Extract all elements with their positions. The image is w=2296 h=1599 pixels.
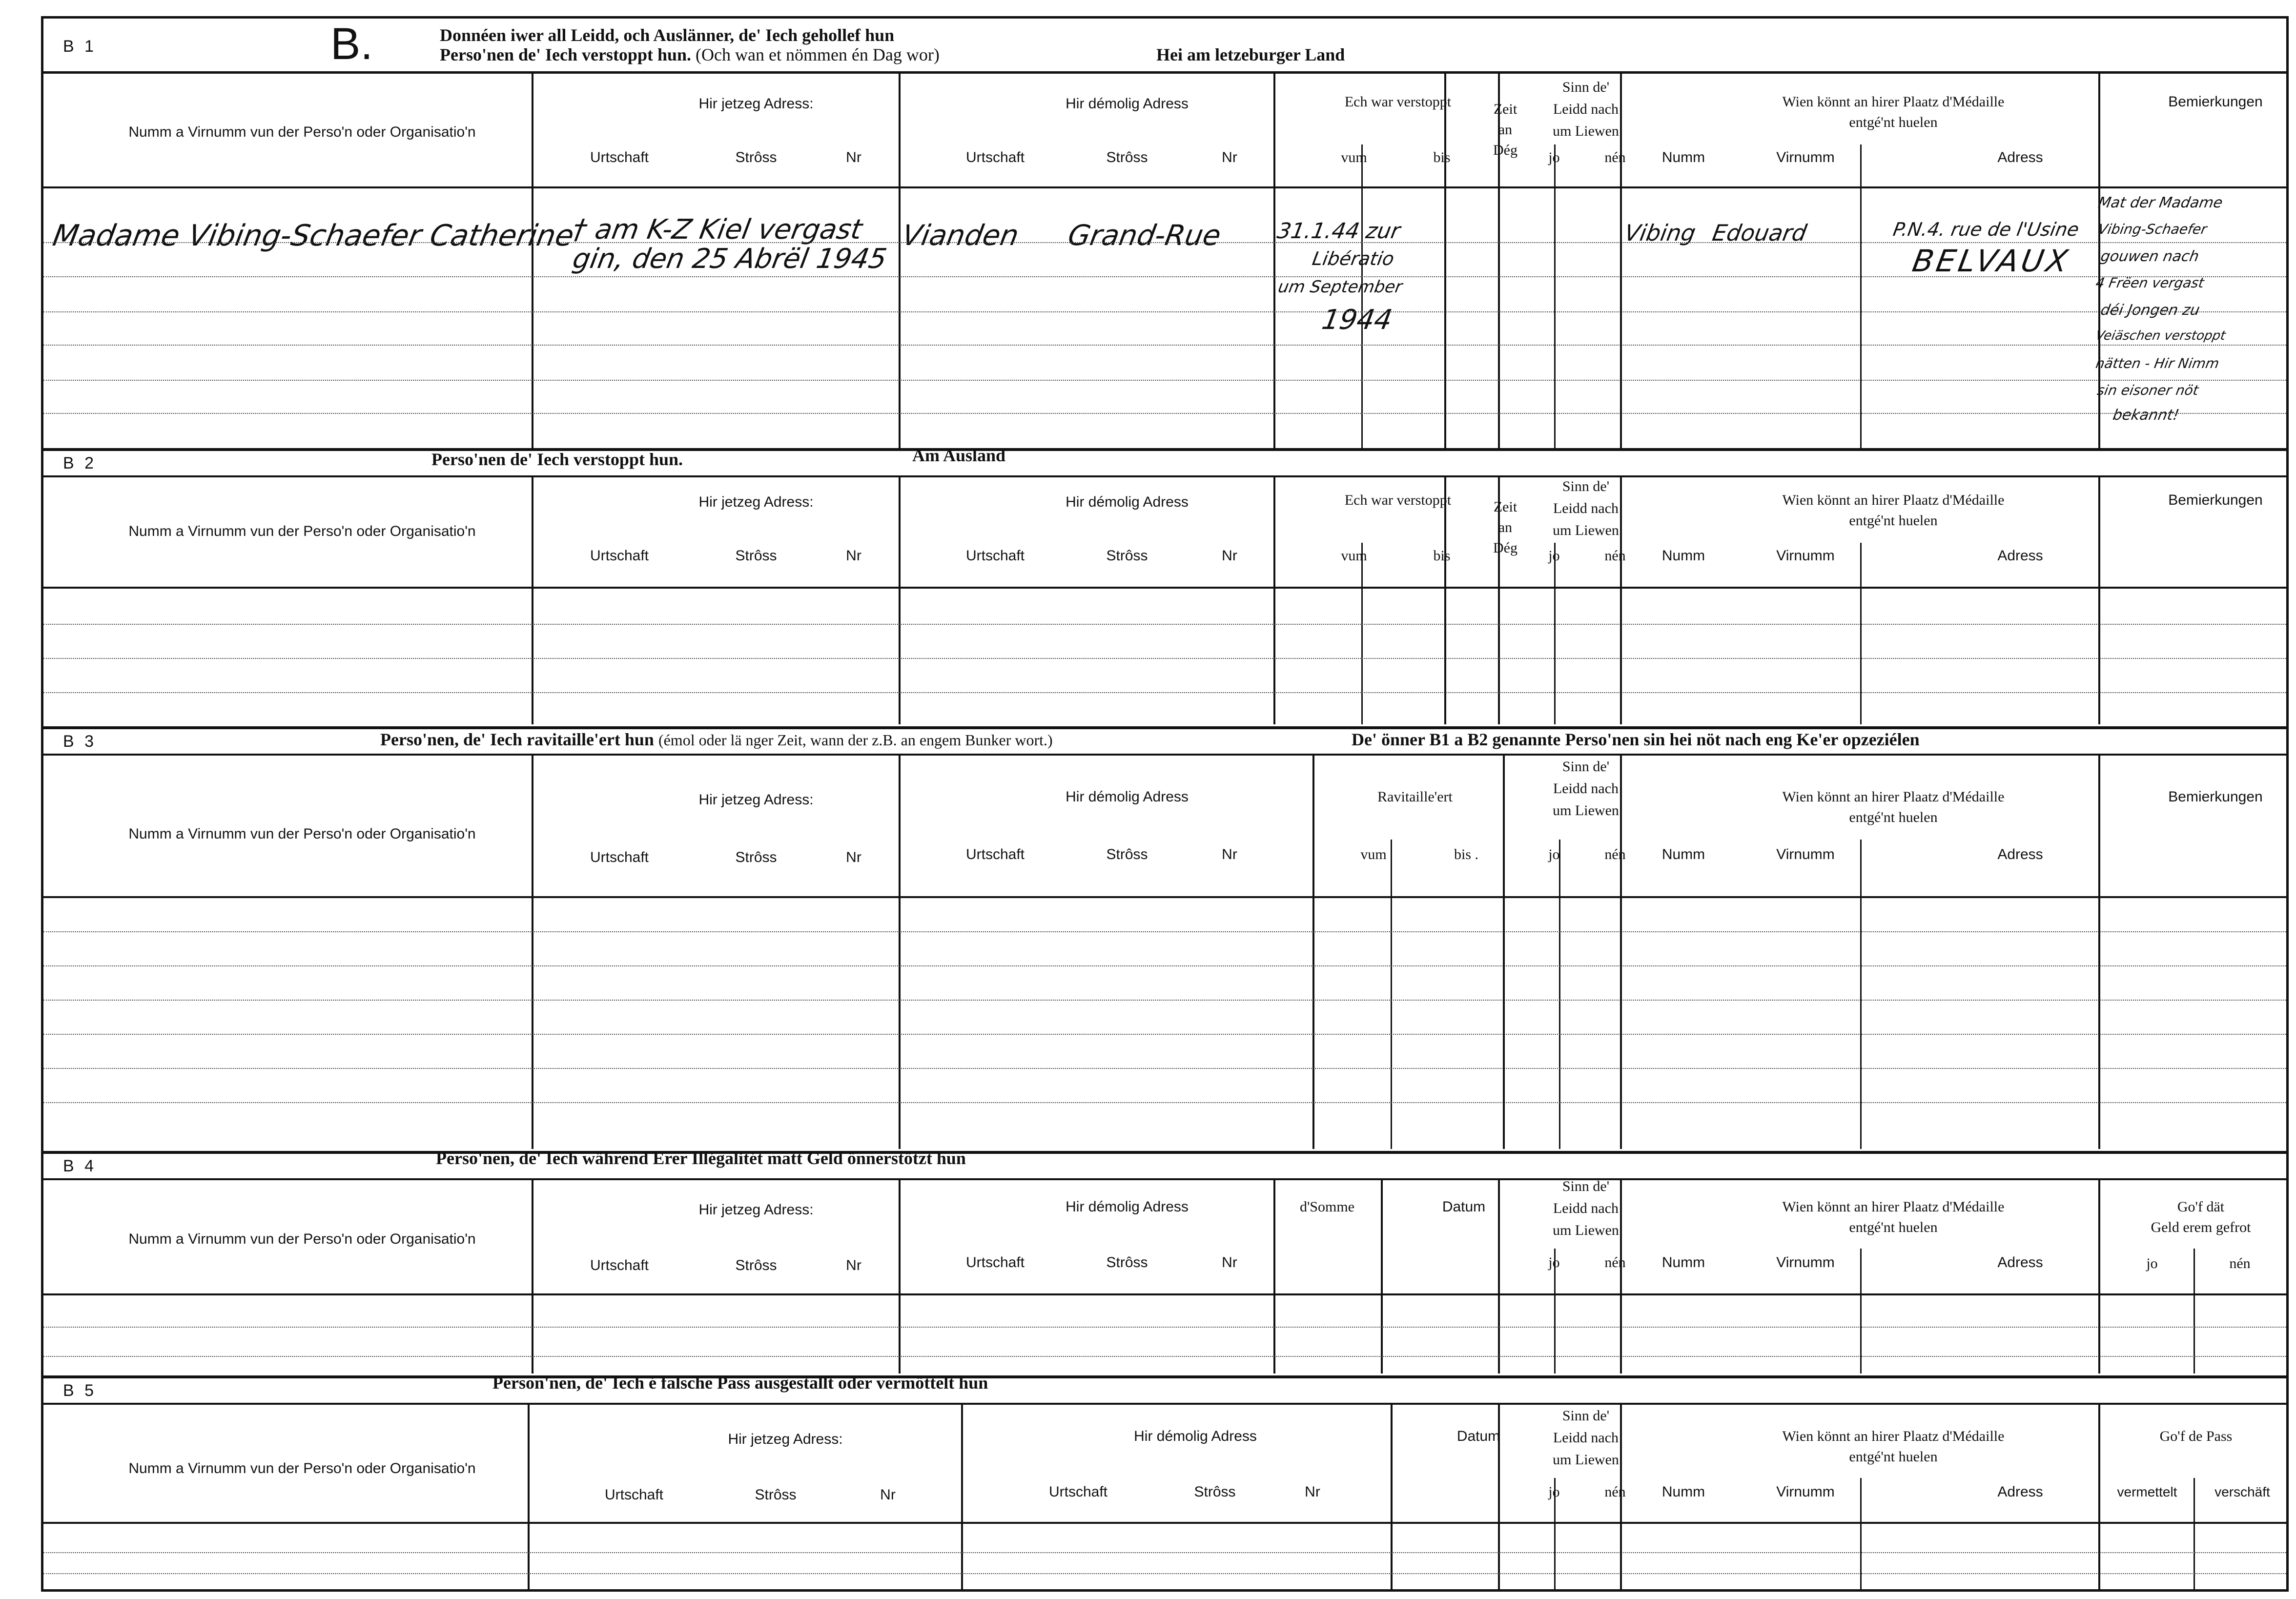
col-header-alive: Sinn de' Leidd nach um Liewen <box>1553 758 1619 819</box>
sub-address: Adress <box>1997 548 2043 564</box>
sub-mediated: vermettelt <box>2117 1484 2177 1499</box>
col-header-medal: Wien könnt an hirer Plaatz d'Médaille entgé'nt huelen <box>1782 492 2005 529</box>
col-header-current-address: Hir jetzeg Adress: <box>698 1202 814 1218</box>
sub-firstname: Virnumm <box>1776 548 1835 564</box>
col-header-medal: Wien könnt an hirer Plaatz d'Médaille entgé'nt huelen <box>1782 1428 2005 1465</box>
entry-name: Madame Vibing-Schaefer Catherine <box>50 219 577 253</box>
section-code: B 4 <box>63 1157 97 1175</box>
rule-line <box>528 1405 530 1590</box>
col-header-alive: Sinn de' Leidd nach um Liewen <box>1553 1408 1619 1468</box>
sub-town: Urtschaft <box>965 1254 1025 1271</box>
title-part: Perso'nen, de' Iech ravitaille'ert hun <box>380 730 654 749</box>
sub-street: Strôss <box>1106 548 1148 564</box>
sub-firstname: Virnumm <box>1776 1254 1835 1271</box>
section-title-region: Am Ausland <box>912 446 1006 465</box>
sub-street: Strôss <box>755 1487 797 1503</box>
rule-line <box>43 587 2286 589</box>
col-header-current-address: Hir jetzeg Adress: <box>698 96 814 112</box>
sub-no: nén <box>1604 548 1626 564</box>
col-header-name: Numm a Virnumm vun der Perso'n oder Organisatio'n <box>128 826 476 842</box>
sub-street: Strôss <box>1106 846 1148 862</box>
rule-line <box>532 73 533 449</box>
rule-line <box>43 1573 2286 1574</box>
rule-line <box>1860 1249 1862 1374</box>
col-header-alive: Sinn de' Leidd nach um Liewen <box>1553 1178 1619 1238</box>
sub-from: vum <box>1341 548 1367 564</box>
col-header-remarks: Bemierkungen <box>2168 789 2263 805</box>
rule-line <box>1273 73 1275 449</box>
sub-procured: verschäft <box>2214 1484 2270 1499</box>
section-title-note: De' önner B1 a B2 genannte Perso'nen sin hei nöt nach eng Ke'er opzeziélen <box>1352 730 1920 749</box>
section-b5 <box>43 1375 2286 1590</box>
sub-no: nén <box>1604 1484 1626 1500</box>
sub-surname: Numm <box>1661 1254 1705 1271</box>
rule-line <box>899 73 901 449</box>
rule-line <box>43 311 2286 312</box>
remarks-line: 4 Frëen vergast <box>2094 275 2206 291</box>
rule-line <box>1503 756 1505 1149</box>
rule-line <box>1312 756 1314 1149</box>
rule-line <box>2098 1180 2100 1374</box>
rule-line <box>2098 1405 2100 1590</box>
remarks-line: Mat der Madame <box>2096 194 2224 211</box>
col-header-name: Numm a Virnumm vun der Perso'n oder Organisatio'n <box>128 124 476 140</box>
rule-line <box>1620 1180 1622 1374</box>
rule-line <box>899 477 901 724</box>
rule-line <box>43 1356 2286 1357</box>
sub-to: bis <box>1433 548 1451 564</box>
col-header-previous-address: Hir démolig Adress <box>1134 1428 1257 1444</box>
title-part: Perso'nen de' Iech verstoppt hun. <box>440 45 692 64</box>
remarks-line: hätten - Hir Nimm <box>2094 355 2221 371</box>
rule-line <box>532 1180 533 1374</box>
rule-line <box>1273 1180 1275 1374</box>
col-header-previous-address: Hir démolig Adress <box>1066 96 1189 112</box>
col-header-name: Numm a Virnumm vun der Perso'n oder Organisatio'n <box>128 1231 476 1247</box>
col-header-days: Zeit an Dég <box>1493 499 1517 556</box>
col-header-pass: Go'f de Pass <box>2159 1428 2233 1444</box>
rule-line <box>43 692 2286 693</box>
sub-street: Strôss <box>1106 149 1148 165</box>
sub-from: vum <box>1341 149 1367 165</box>
col-header-remarks: Bemierkungen <box>2168 94 2263 110</box>
sub-to: bis <box>1433 149 1451 165</box>
rule-line <box>43 186 2286 188</box>
section-b3 <box>43 726 2286 1151</box>
rule-line <box>43 380 2286 381</box>
entry-medal-address2: BELVAUX <box>1909 243 2073 279</box>
title-part-note: (émol oder lä nger Zeit, wann der z.B. an engem Bunker wort.) <box>658 731 1053 749</box>
col-header-medal: Wien könnt an hirer Plaatz d'Médaille entgé'nt huelen <box>1782 94 2005 130</box>
sub-town: Urtschaft <box>965 846 1025 862</box>
rule-line <box>1361 543 1363 724</box>
sub-address: Adress <box>1997 1254 2043 1271</box>
col-header-medal: Wien könnt an hirer Plaatz d'Médaille entgé'nt huelen <box>1782 1199 2005 1235</box>
rule-line <box>1498 73 1500 449</box>
entry-hidden-line4: 1944 <box>1319 304 1395 336</box>
rule-line <box>43 1293 2286 1295</box>
sub-number: Nr <box>846 149 861 165</box>
sub-firstname: Virnumm <box>1776 1484 1835 1500</box>
sub-street: Strôss <box>1106 1254 1148 1271</box>
rule-line <box>43 1552 2286 1553</box>
entry-previous-street: Grand-Rue <box>1066 219 1224 252</box>
rule-line <box>43 345 2286 346</box>
remarks-line: bekannt! <box>2111 407 2181 424</box>
sub-surname: Numm <box>1661 846 1705 862</box>
section-title <box>380 729 1053 750</box>
rule-line <box>1620 1405 1622 1590</box>
sub-town: Urtschaft <box>590 849 649 865</box>
rule-line <box>1273 477 1275 724</box>
section-title-line2 <box>440 45 940 64</box>
rule-line <box>43 1000 2286 1001</box>
section-b4-header <box>43 1148 2286 1180</box>
col-header-previous-address: Hir démolig Adress <box>1066 1199 1189 1215</box>
col-header-name: Numm a Virnumm vun der Perso'n oder Organisatio'n <box>128 1460 476 1476</box>
section-code: B 2 <box>63 454 97 472</box>
sub-yes: jo <box>2146 1255 2158 1271</box>
section-title: Perso'nen de' Iech verstoppt hun. <box>431 450 683 469</box>
rule-line <box>1361 144 1363 449</box>
section-b5-header <box>43 1375 2286 1405</box>
entry-previous-town: Vianden <box>900 219 1022 252</box>
rule-line <box>1391 1405 1393 1590</box>
sub-town: Urtschaft <box>1048 1484 1108 1500</box>
rule-line <box>43 413 2286 414</box>
section-code: B 1 <box>63 37 97 56</box>
sub-yes: jo <box>1548 1254 1560 1271</box>
rule-line <box>1381 1180 1383 1374</box>
sub-street: Strôss <box>735 149 777 165</box>
rule-line <box>1554 1249 1556 1374</box>
form-sheet <box>41 16 2289 1592</box>
rule-line <box>532 756 533 1149</box>
sub-number: Nr <box>846 548 861 564</box>
col-header-previous-address: Hir démolig Adress <box>1066 789 1189 805</box>
rule-line <box>43 1522 2286 1524</box>
rule-line <box>2098 73 2100 449</box>
sub-address: Adress <box>1997 846 2043 862</box>
remarks-line: Vibing-Schaefer <box>2097 221 2208 237</box>
sub-number: Nr <box>1222 1254 1237 1271</box>
sub-yes: jo <box>1548 846 1560 862</box>
col-header-medal: Wien könnt an hirer Plaatz d'Médaille entgé'nt huelen <box>1782 789 2005 825</box>
col-header-name: Numm a Virnumm vun der Perso'n oder Organisatio'n <box>128 523 476 539</box>
section-b4 <box>43 1148 2286 1375</box>
rule-line <box>2098 756 2100 1149</box>
col-header-alive: Sinn de' Leidd nach um Liewen <box>1553 478 1619 538</box>
sub-street: Strôss <box>735 849 777 865</box>
col-header-date: Datum <box>1456 1428 1500 1444</box>
sub-no: nén <box>2229 1255 2251 1271</box>
sub-street: Strôss <box>735 548 777 564</box>
col-header-current-address: Hir jetzeg Adress: <box>698 792 814 808</box>
sub-address: Adress <box>1997 149 2043 165</box>
rule-line <box>2098 477 2100 724</box>
sub-yes: jo <box>1548 548 1560 564</box>
rule-line <box>1554 144 1556 449</box>
rule-line <box>43 242 2286 243</box>
col-header-alive: Sinn de' Leidd nach um Liewen <box>1553 79 1619 139</box>
rule-line <box>1498 1405 1500 1590</box>
rule-line <box>43 658 2286 659</box>
section-title: Person'nen, de' Iech é falsche Pass ausgestallt oder vermöttelt hun <box>492 1373 988 1393</box>
col-header-current-address: Hir jetzeg Adress: <box>728 1431 843 1447</box>
sub-yes: jo <box>1548 149 1560 165</box>
sub-no: nén <box>1604 1254 1626 1271</box>
rule-line <box>961 1405 963 1590</box>
rule-line <box>43 896 2286 898</box>
col-header-hidden: Ech war verstoppt <box>1344 492 1452 508</box>
entry-hidden-line3: um September <box>1276 277 1404 297</box>
col-header-hidden: Ech war verstoppt <box>1344 94 1452 110</box>
rule-line <box>43 1327 2286 1328</box>
rule-line <box>1620 73 1622 449</box>
col-header-date: Datum <box>1442 1199 1486 1215</box>
sub-town: Urtschaft <box>965 548 1025 564</box>
sub-firstname: Virnumm <box>1776 846 1835 862</box>
sub-town: Urtschaft <box>604 1487 664 1503</box>
sub-number: Nr <box>1222 149 1237 165</box>
entry-medal-address1: P.N.4. rue de l'Usine <box>1891 219 2081 240</box>
section-b2 <box>43 448 2286 726</box>
remarks-line: Veiäschen verstoppt <box>2094 328 2227 343</box>
section-b1 <box>43 19 2286 453</box>
col-header-remarks: Bemierkungen <box>2168 492 2263 508</box>
rule-line <box>1860 144 1862 449</box>
rule-line <box>1860 543 1862 724</box>
sub-street: Strôss <box>1194 1484 1236 1500</box>
rule-line <box>1620 477 1622 724</box>
rule-line <box>43 931 2286 932</box>
section-title: Perso'nen, de' Iech während Erer Illégalitét matt Geld önnerstötzt hun <box>436 1148 966 1168</box>
remarks-line: sin eisoner nöt <box>2096 382 2200 398</box>
rule-line <box>899 756 901 1149</box>
sub-number: Nr <box>880 1487 896 1503</box>
col-header-sum: d'Somme <box>1299 1199 1355 1215</box>
rule-line <box>2194 1249 2195 1374</box>
sub-number: Nr <box>1305 1484 1320 1500</box>
section-code: B 3 <box>63 732 97 751</box>
remarks-line: déi Jongen zu <box>2099 302 2201 319</box>
sub-to: bis . <box>1454 846 1478 862</box>
rule-line <box>43 1034 2286 1035</box>
section-code: B 5 <box>63 1381 97 1400</box>
entry-medal-surname: Vibing <box>1622 220 1698 246</box>
remarks-line: gouwen nach <box>2099 248 2200 265</box>
rule-line <box>43 965 2286 966</box>
rule-line <box>1444 73 1446 449</box>
rule-line <box>43 276 2286 277</box>
sub-number: Nr <box>1222 846 1237 862</box>
col-header-money-returned: Go'f dät Geld erem gefrot <box>2151 1199 2251 1235</box>
section-b1-header <box>43 19 2286 74</box>
sub-surname: Numm <box>1661 149 1705 165</box>
section-b3-header <box>43 726 2286 756</box>
entry-current-line1: † am K-Z Kiel vergast <box>570 214 865 246</box>
section-letter: B. <box>330 19 373 69</box>
sub-yes: jo <box>1548 1484 1560 1500</box>
col-header-current-address: Hir jetzeg Adress: <box>698 494 814 510</box>
col-header-days: Zeit an Dég <box>1493 101 1517 158</box>
section-title-region: Hei am letzeburger Land <box>1156 45 1345 64</box>
col-header-supplied: Ravitaille'ert <box>1377 789 1453 805</box>
rule-line <box>1620 756 1622 1149</box>
rule-line <box>1498 1180 1500 1374</box>
col-header-previous-address: Hir démolig Adress <box>1066 494 1189 510</box>
sub-surname: Numm <box>1661 548 1705 564</box>
rule-line <box>1444 477 1446 724</box>
rule-line <box>1498 477 1500 724</box>
rule-line <box>899 1180 901 1374</box>
rule-line <box>43 1068 2286 1069</box>
sub-no: nén <box>1604 149 1626 165</box>
section-b2-header <box>43 448 2286 477</box>
sub-town: Urtschaft <box>590 149 649 165</box>
sub-number: Nr <box>846 1257 861 1273</box>
sub-street: Strôss <box>735 1257 777 1273</box>
sub-surname: Numm <box>1661 1484 1705 1500</box>
sub-town: Urtschaft <box>590 548 649 564</box>
rule-line <box>43 624 2286 625</box>
sub-number: Nr <box>1222 548 1237 564</box>
entry-medal-firstname: Edouard <box>1710 220 1809 246</box>
sub-number: Nr <box>846 849 861 865</box>
rule-line <box>1554 543 1556 724</box>
section-title-line1: Donnéen iwer all Leidd, och Auslänner, de' Iech gehollef hun <box>440 25 895 45</box>
sub-no: nén <box>1604 846 1626 862</box>
rule-line <box>43 1102 2286 1103</box>
entry-hidden-line1: 31.1.44 zur <box>1275 219 1402 244</box>
sub-address: Adress <box>1997 1484 2043 1500</box>
sub-firstname: Virnumm <box>1776 149 1835 165</box>
sub-town: Urtschaft <box>590 1257 649 1273</box>
sub-town: Urtschaft <box>965 149 1025 165</box>
sub-from: vum <box>1360 846 1387 862</box>
entry-hidden-line2: Libératio <box>1311 248 1396 269</box>
title-part-note: (Och wan et nömmen én Dag wor) <box>696 45 940 64</box>
rule-line <box>532 477 533 724</box>
entry-current-line2: gin, den 25 Abrël 1945 <box>570 243 889 275</box>
